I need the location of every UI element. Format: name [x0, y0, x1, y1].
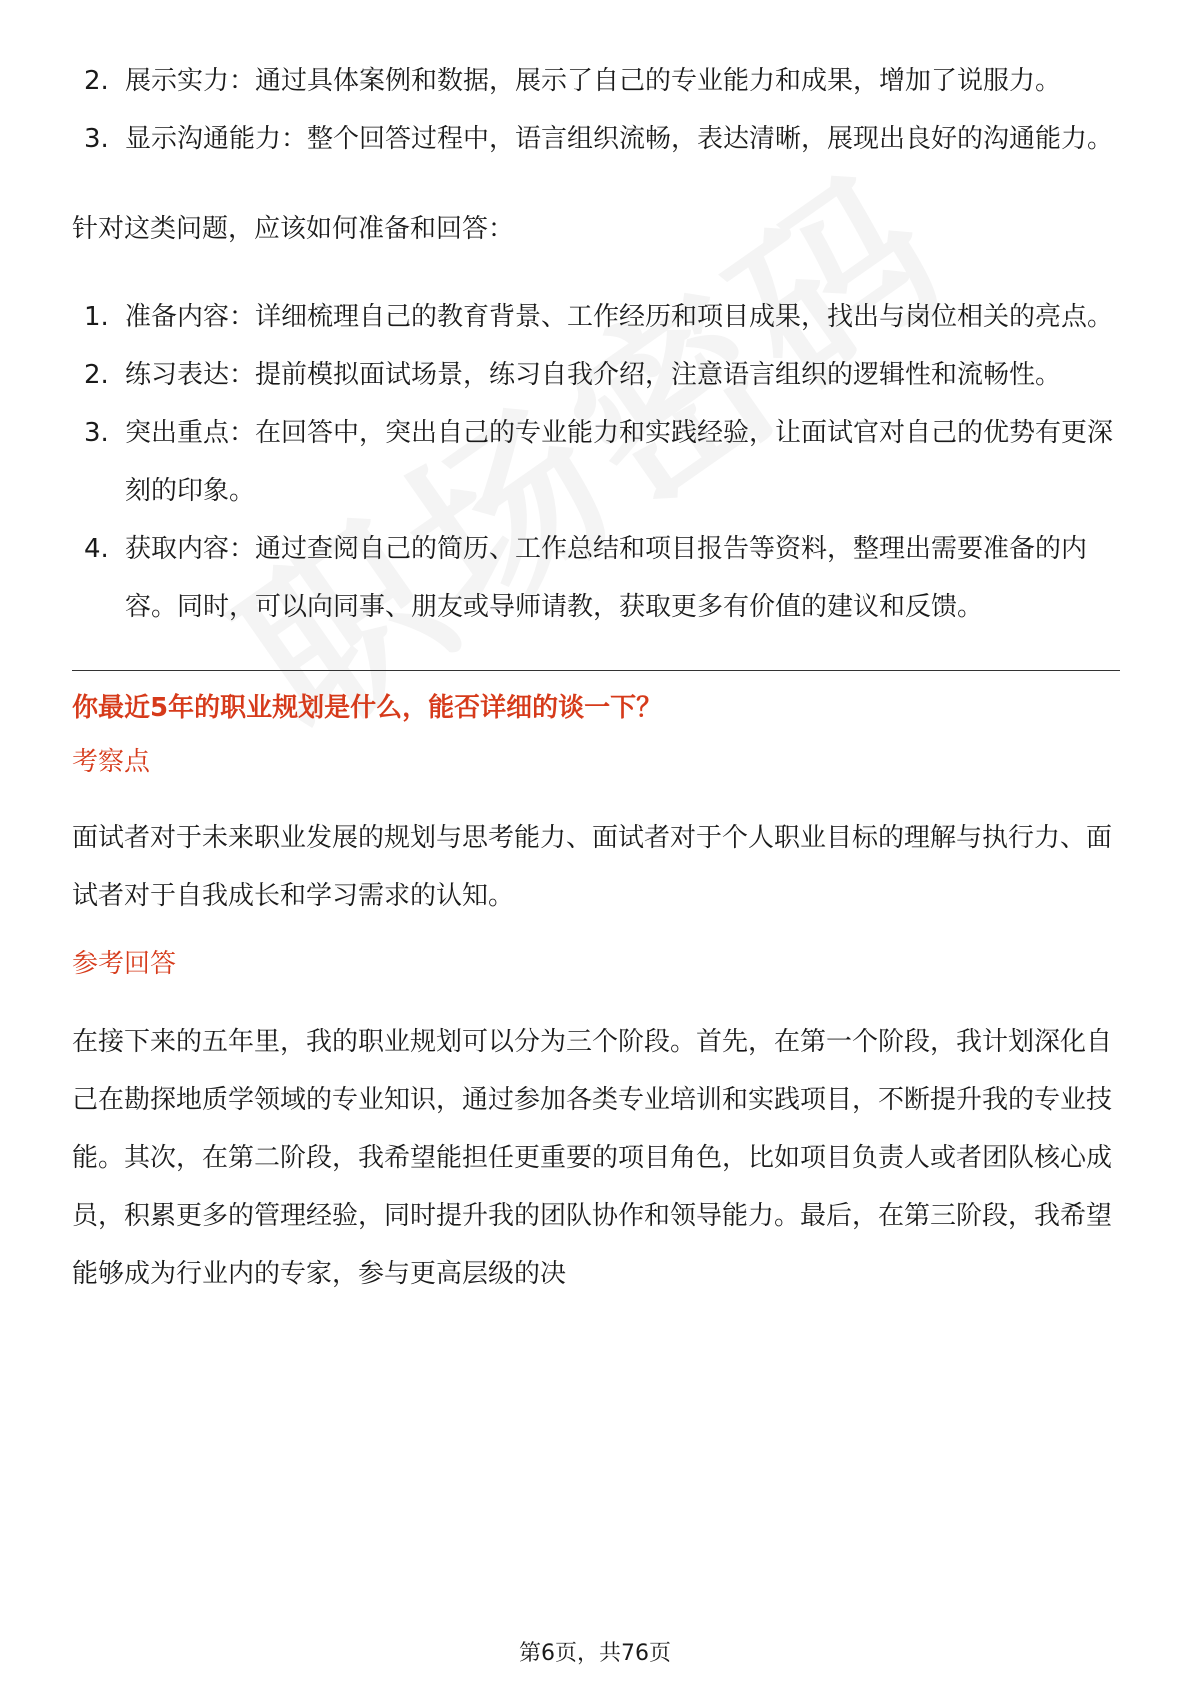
list-number: 1. [84, 302, 109, 332]
kaochadian-text: 面试者对于未来职业发展的规划与思考能力、面试者对于个人职业目标的理解与执行力、面试者对于自我成长和学习需求的认知。 [72, 823, 1113, 911]
prev-answer-points [72, 52, 1120, 168]
list-text: 准备内容：详细梳理自己的教育背景、工作经历和项目成果，找出与岗位相关的亮点。 [125, 302, 1114, 332]
section-divider [72, 670, 1120, 671]
list-item [72, 404, 1120, 520]
list-item [72, 288, 1120, 346]
prep-points [72, 288, 1120, 636]
kaochadian-heading: 考察点 [72, 747, 151, 777]
list-text: 练习表达：提前模拟面试场景，练习自我介绍，注意语言组织的逻辑性和流畅性。 [125, 360, 1062, 390]
list-text: 获取内容：通过查阅自己的简历、工作总结和项目报告等资料，整理出需要准备的内容。同时，可以向同事、朋友或导师请教，获取更多有价值的建议和反馈。 [125, 534, 1088, 622]
list-number: 3. [84, 124, 109, 154]
prep-intro: 针对这类问题，应该如何准备和回答： [72, 214, 515, 244]
list-number: 2. [84, 360, 109, 390]
list-text: 展示实力：通过具体案例和数据，展示了自己的专业能力和成果，增加了说服力。 [125, 66, 1062, 96]
page-content [72, 52, 1120, 1303]
list-text: 突出重点：在回答中，突出自己的专业能力和实践经验，让面试官对自己的优势有更深刻的印象。 [125, 418, 1114, 506]
list-number: 3. [84, 418, 109, 448]
list-item [72, 110, 1120, 168]
cankao-heading: 参考回答 [72, 949, 177, 979]
list-number: 2. [84, 66, 109, 96]
question-heading: 你最近5年的职业规划是什么，能否详细的谈一下？ [72, 693, 663, 723]
list-text: 显示沟通能力：整个回答过程中，语言组织流畅，表达清晰，展现出良好的沟通能力。 [125, 124, 1114, 154]
list-item [72, 520, 1120, 636]
cankao-text: 在接下来的五年里，我的职业规划可以分为三个阶段。首先，在第一个阶段，我计划深化自己在勘探地质学领域的专业知识，通过参加各类专业培训和实践项目，不断提升我的专业技能。其次，在第二阶段，我希望能担任更重要的项目角色，比如项目负责人或者团队核心成员，积累更多的管理经验，同时提升我的团队协作和领导能力。最后，在第三阶段，我希望能够成为行业内的专家，参与更高层级的决 [72, 1027, 1113, 1289]
list-item [72, 346, 1120, 404]
list-item [72, 52, 1120, 110]
page-footer: 第6页，共76页 [519, 1641, 671, 1666]
list-number: 4. [84, 534, 109, 564]
